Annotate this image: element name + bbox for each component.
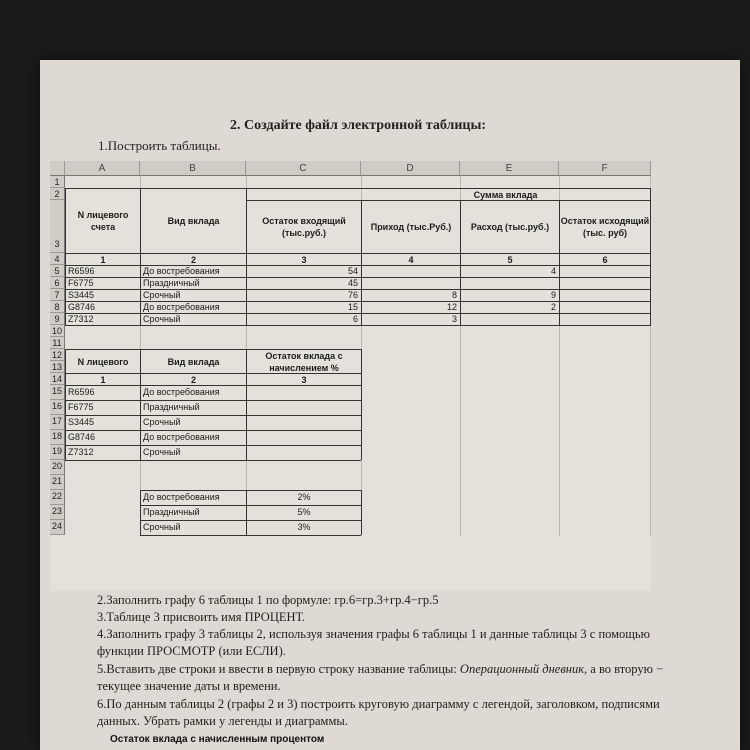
table1-type: Праздничный bbox=[143, 278, 200, 288]
table3-border bbox=[140, 490, 141, 535]
table1-income: 12 bbox=[446, 302, 457, 312]
row-number: 3 bbox=[50, 200, 65, 253]
table1-border bbox=[650, 188, 651, 325]
corner-cell bbox=[50, 161, 65, 176]
table1-income: 8 bbox=[451, 290, 457, 300]
table2-account: G8746 bbox=[68, 432, 96, 442]
table1-type: До востребования bbox=[143, 266, 220, 276]
table1-col-number: 5 bbox=[507, 254, 513, 265]
row-number: 11 bbox=[50, 337, 65, 349]
chart-caption: Остаток вклада с начисленным процентом bbox=[110, 734, 325, 745]
table2-header-balance: Остаток вклада с начислением % bbox=[265, 350, 343, 373]
table2-border bbox=[361, 349, 362, 460]
row-number: 22 bbox=[50, 490, 65, 505]
row-number: 2 bbox=[50, 188, 65, 200]
task-6: 6.По данным таблицы 2 (графы 2 и 3) построить круговую диаграмму с легендой, заголовком, подписями данных. Убрать рамки у легенды и диаграммы. bbox=[97, 697, 660, 728]
table1-header-balance-in: Остаток входящий (тыс.руб.) bbox=[262, 216, 346, 238]
task-3: 3.Таблице 3 присвоить имя ПРОЦЕНТ. bbox=[97, 610, 306, 624]
row-number: 24 bbox=[50, 520, 65, 535]
table3-rate: 2% bbox=[297, 492, 311, 502]
task-4: 4.Заполнить графу 3 таблицы 2, используя значения графы 6 таблицы 1 и данные таблицы 3 с помощью функции ПРОСМОТР (или ЕСЛИ). bbox=[97, 627, 650, 658]
row-number: 10 bbox=[50, 325, 65, 337]
spreadsheet-image bbox=[50, 161, 651, 591]
task-2: 2.Заполнить графу 6 таблицы 1 по формуле: гр.6=гр.3+гр.4−гр.5 bbox=[97, 593, 439, 607]
task-5-italic: Операционный дневник bbox=[459, 662, 585, 676]
row-number: 13 bbox=[50, 361, 65, 373]
table2-account: F6775 bbox=[68, 402, 94, 412]
table2-border bbox=[65, 415, 361, 416]
column-header-e: E bbox=[460, 161, 559, 176]
table1-col-number: 6 bbox=[602, 254, 608, 265]
task-5-text: 5.Вставить две строки и ввести в первую строку название таблицы: bbox=[97, 662, 457, 676]
column-header-a: A bbox=[65, 161, 140, 176]
table2-border bbox=[65, 430, 361, 431]
table2-border bbox=[65, 445, 361, 446]
table1-col-number: 4 bbox=[408, 254, 414, 265]
row-number: 9 bbox=[50, 313, 65, 325]
table1-account: S3445 bbox=[68, 290, 95, 300]
table2-type: До востребования bbox=[143, 432, 220, 442]
row-number: 5 bbox=[50, 265, 65, 277]
column-header-d: D bbox=[361, 161, 460, 176]
table1-account: G8746 bbox=[68, 302, 96, 312]
row-number: 4 bbox=[50, 253, 65, 265]
column-header-b: B bbox=[140, 161, 246, 176]
table2-account: S3445 bbox=[68, 417, 95, 427]
paper-sheet bbox=[40, 60, 740, 750]
table1-header-type: Вид вклада bbox=[167, 216, 220, 226]
table3-border bbox=[140, 535, 361, 536]
table2-account: R6596 bbox=[68, 387, 95, 397]
table1-expense: 2 bbox=[550, 302, 556, 312]
table2-border bbox=[65, 460, 361, 461]
table2-border bbox=[65, 400, 361, 401]
table2-header-account: N лицевого bbox=[77, 356, 129, 367]
table1-header-expense: Расход (тыс.руб.) bbox=[470, 222, 550, 232]
column-header-f: F bbox=[559, 161, 651, 176]
table1-account: F6775 bbox=[68, 278, 94, 288]
row-number: 19 bbox=[50, 445, 65, 460]
task-5 bbox=[97, 661, 687, 695]
table1-balance-in: 15 bbox=[347, 302, 358, 312]
table2-type: Срочный bbox=[143, 447, 181, 457]
row-number: 18 bbox=[50, 430, 65, 445]
table3-rate: 3% bbox=[297, 522, 311, 532]
row-number: 16 bbox=[50, 400, 65, 415]
task-1: 1.Построить таблицы. bbox=[98, 138, 221, 153]
page-title: 2. Создайте файл электронной таблицы: bbox=[230, 118, 487, 133]
table2-type: Праздничный bbox=[143, 402, 200, 412]
row-number: 7 bbox=[50, 289, 65, 301]
table1-col-number: 1 bbox=[100, 254, 106, 265]
table1-type: До востребования bbox=[143, 302, 220, 312]
table1-account: R6596 bbox=[68, 266, 95, 276]
table3-border bbox=[140, 520, 361, 521]
row-number: 15 bbox=[50, 385, 65, 400]
table1-balance-in: 76 bbox=[347, 290, 358, 300]
table1-income: 3 bbox=[451, 314, 457, 324]
table1-col-number: 3 bbox=[301, 254, 307, 265]
row-number: 8 bbox=[50, 301, 65, 313]
table1-balance-in: 6 bbox=[352, 314, 358, 324]
table1-balance-in: 54 bbox=[347, 266, 358, 276]
table3-type: Праздничный bbox=[143, 507, 200, 517]
table3-border bbox=[140, 490, 361, 491]
table1-balance-in: 45 bbox=[347, 278, 358, 288]
row-number: 20 bbox=[50, 460, 65, 475]
table2-account: Z7312 bbox=[68, 447, 94, 457]
table1-header-account: N лицевого счета bbox=[77, 210, 129, 232]
table1-type: Срочный bbox=[143, 290, 181, 300]
table2-col-number: 2 bbox=[190, 374, 196, 385]
table3-border bbox=[361, 490, 362, 535]
table3-border bbox=[140, 505, 361, 506]
table1-expense: 9 bbox=[550, 290, 556, 300]
table1-group-header: Сумма вклада bbox=[473, 189, 538, 200]
table1-header-balance-out: Остаток исходящий (тыс. руб) bbox=[560, 216, 650, 238]
row-number: 23 bbox=[50, 505, 65, 520]
row-number: 6 bbox=[50, 277, 65, 289]
row-number: 21 bbox=[50, 475, 65, 490]
table2-type: До востребования bbox=[143, 387, 220, 397]
row-number: 14 bbox=[50, 373, 65, 385]
task-5-text-end: , а во вторую − текущее значение даты и времени. bbox=[97, 662, 664, 693]
table2-border bbox=[65, 385, 361, 386]
row-number: 12 bbox=[50, 349, 65, 361]
table1-col-number: 2 bbox=[190, 254, 196, 265]
table2-col-number: 1 bbox=[100, 374, 106, 385]
table2-col-number: 3 bbox=[301, 374, 307, 385]
table1-type: Срочный bbox=[143, 314, 181, 324]
table3-rate: 5% bbox=[297, 507, 311, 517]
table3-type: Срочный bbox=[143, 522, 181, 532]
table1-border bbox=[65, 325, 651, 326]
row-number: 1 bbox=[50, 176, 65, 188]
table1-account: Z7312 bbox=[68, 314, 94, 324]
table2-header-type: Вид вклада bbox=[167, 356, 220, 367]
row-number: 17 bbox=[50, 415, 65, 430]
table3-type: До востребования bbox=[143, 492, 220, 502]
table1-expense: 4 bbox=[550, 266, 556, 276]
column-header-c: C bbox=[246, 161, 361, 176]
table1-header-income: Приход (тыс.Руб.) bbox=[370, 222, 452, 232]
table2-type: Срочный bbox=[143, 417, 181, 427]
